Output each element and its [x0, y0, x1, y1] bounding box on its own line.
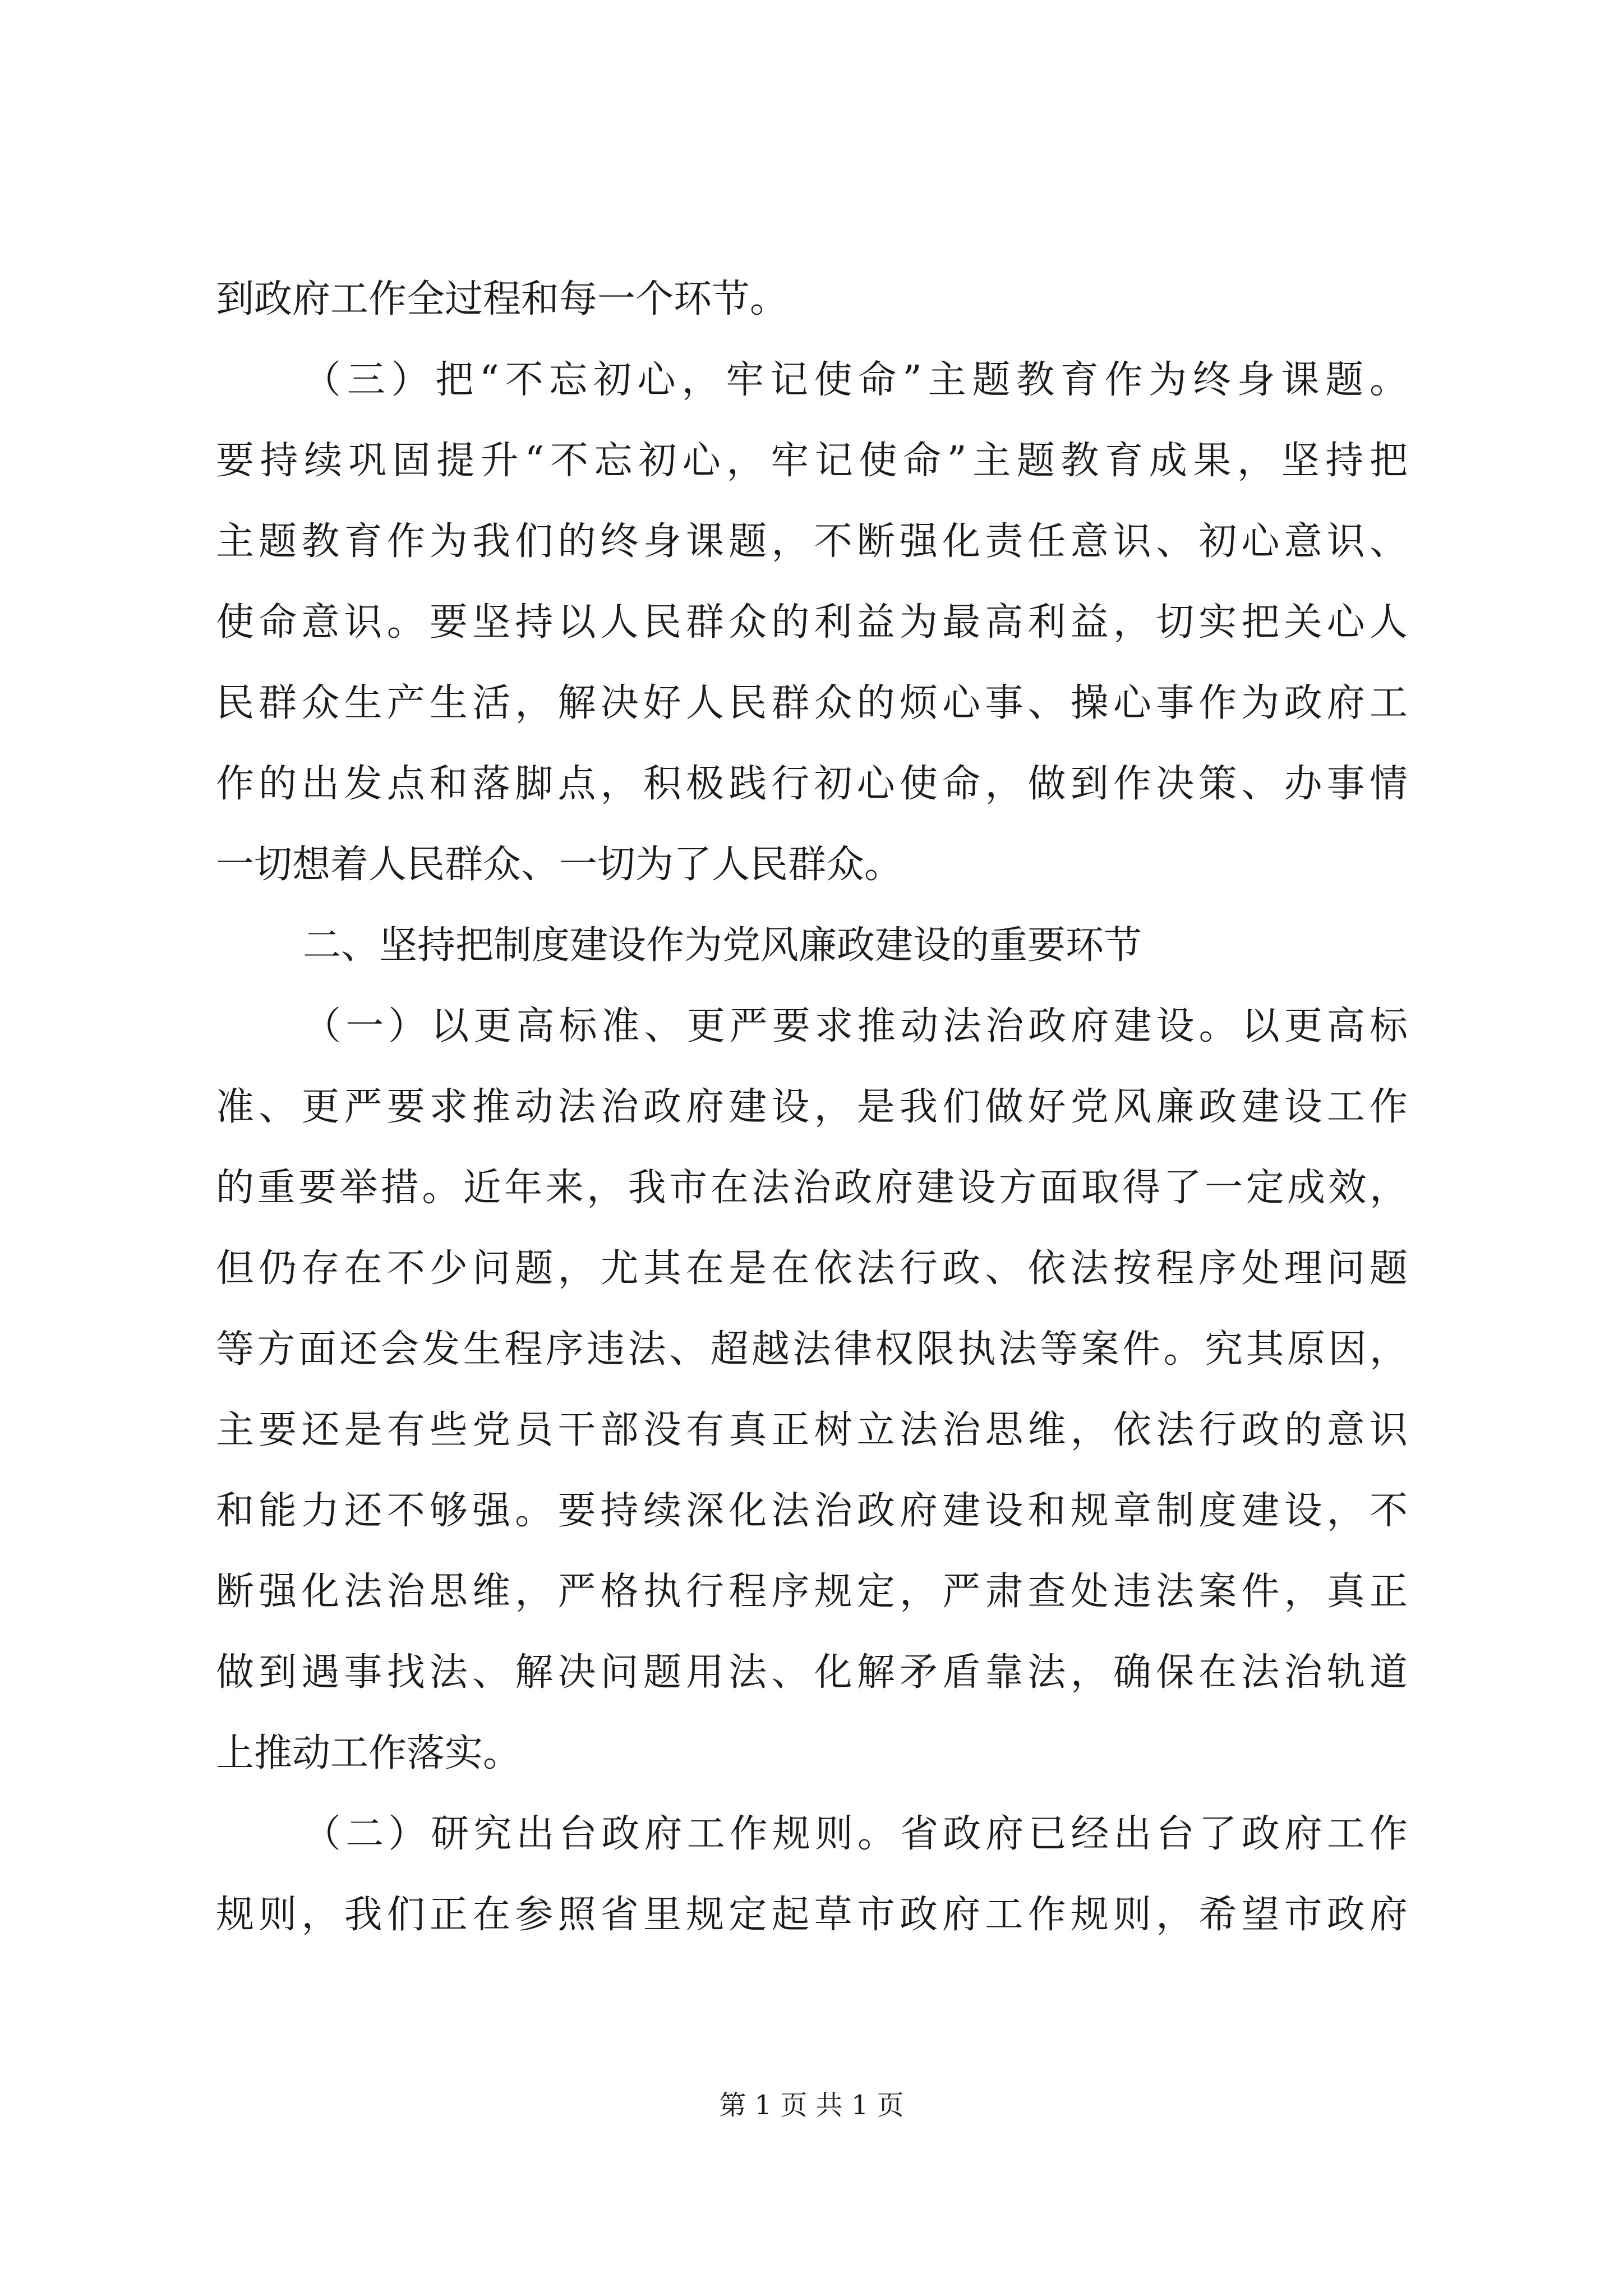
- text-line: 等方面还会发生程序违法、超越法律权限执法等案件。究其原因，: [216, 1327, 1408, 1372]
- text-line: 主要还是有些党员干部没有真正树立法治思维，依法行政的意识: [216, 1408, 1408, 1452]
- text-line: 但仍存在不少问题，尤其在是在依法行政、依法按程序处理问题: [216, 1246, 1408, 1291]
- text-line: 到政府工作全过程和每一个环节。: [216, 277, 789, 321]
- text-line: 一切想着人民群众、一切为了人民群众。: [216, 843, 903, 887]
- text-line: 断强化法治思维，严格执行程序规定，严肃查处违法案件，真正: [216, 1570, 1408, 1614]
- text-line: 要持续巩固提升“不忘初心，牢记使命”主题教育成果，坚持把: [216, 439, 1408, 483]
- page-footer: 第 1 页 共 1 页: [719, 2090, 904, 2121]
- text-line: 做到遇事找法、解决问题用法、化解矛盾靠法，确保在法治轨道: [216, 1650, 1408, 1695]
- subheading-line: （三）把“不忘初心，牢记使命”主题教育作为终身课题。: [303, 358, 1408, 402]
- subheading-line: （一）以更高标准、更严要求推动法治政府建设。以更高标: [303, 1004, 1408, 1048]
- text-line: 主题教育作为我们的终身课题，不断强化责任意识、初心意识、: [216, 519, 1408, 564]
- section-heading: 二、坚持把制度建设作为党风廉政建设的重要环节: [303, 923, 1142, 968]
- text-line: 规则，我们正在参照省里规定起草市政府工作规则，希望市政府: [216, 1893, 1408, 1937]
- text-line: 准、更严要求推动法治政府建设，是我们做好党风廉政建设工作: [216, 1085, 1408, 1129]
- text-line: 作的出发点和落脚点，积极践行初心使命，做到作决策、办事情: [216, 762, 1408, 806]
- text-line: 和能力还不够强。要持续深化法治政府建设和规章制度建设，不: [216, 1489, 1408, 1533]
- subheading-line: （二）研究出台政府工作规则。省政府已经出台了政府工作: [303, 1812, 1408, 1856]
- text-line: 上推动工作落实。: [216, 1731, 522, 1775]
- text-line: 的重要举措。近年来，我市在法治政府建设方面取得了一定成效，: [216, 1166, 1408, 1210]
- text-line: 使命意识。要坚持以人民群众的利益为最高利益，切实把关心人: [216, 600, 1408, 645]
- text-line: 民群众生产生活，解决好人民群众的烦心事、操心事作为政府工: [216, 681, 1408, 725]
